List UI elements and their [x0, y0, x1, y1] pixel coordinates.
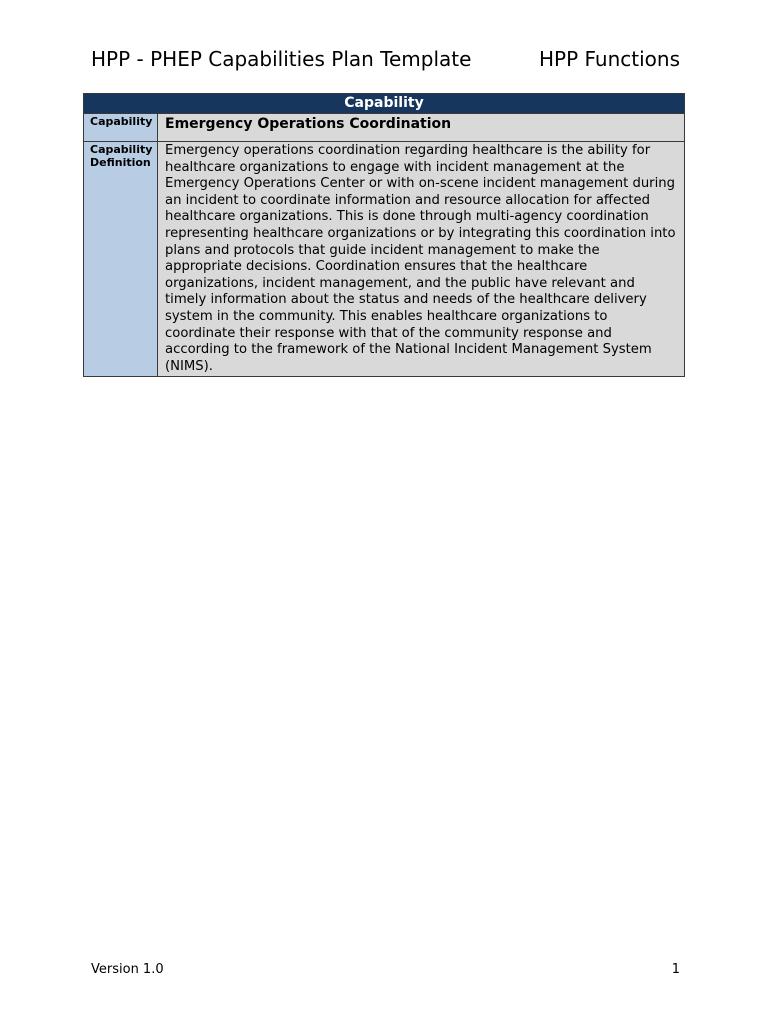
capability-name: Emergency Operations Coordination [158, 114, 684, 141]
page-number: 1 [671, 962, 680, 977]
table-row-definition [84, 142, 684, 376]
section-title: HPP Functions [538, 47, 680, 71]
page-header [91, 44, 680, 74]
capability-label: Capability [84, 114, 158, 141]
capability-table [83, 93, 685, 377]
page-footer [91, 961, 680, 979]
document-title: HPP - PHEP Capabilities Plan Template [91, 47, 472, 71]
version-label: Version 1.0 [91, 962, 164, 977]
capability-definition-text: Emergency operations coordination regarding healthcare is the ability for healthcare organizations to engage with incident management at the Emergency Operations Center or with on-scene incident management during an incident to coordinate information and resource allocation for affected healthcare organizations. This is done through multi-agency coordination representing healthcare organizations or by integrating this coordination into plans and protocols that guide incident management to make the appropriate decisions. Coordination ensures that the healthcare organizations, incident management, and the public have relevant and timely information about the status and needs of the healthcare delivery system in the community. This enables healthcare organizations to coordinate their response with that of the community response and according to the framework of the National Incident Management System (NIMS). [158, 142, 684, 376]
table-title: Capability [84, 94, 684, 114]
table-row-capability [84, 114, 684, 142]
capability-definition-label: Capability Definition [84, 142, 158, 376]
